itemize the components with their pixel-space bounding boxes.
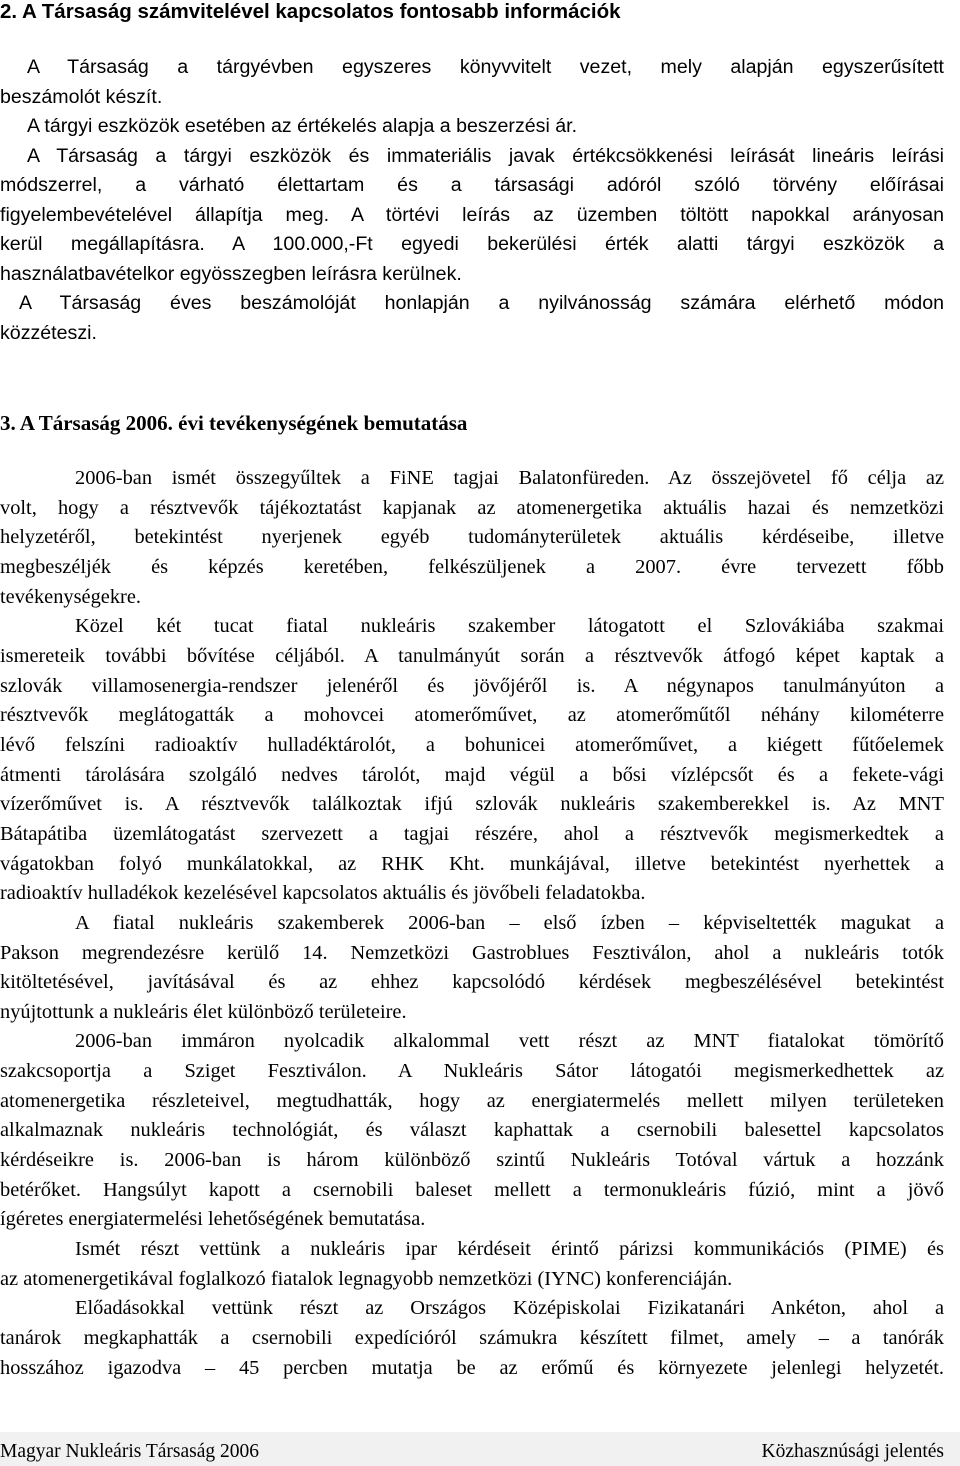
text-line: átmenti tárolására szolgáló nedves tárolót, majd végül a bősi vízlépcsőt és a fekete-vági bbox=[0, 763, 944, 786]
text-line: használatbavételkor egyösszegben leírásra kerülnek. bbox=[0, 262, 462, 285]
text-line: kerül megállapításra. A 100.000,-Ft egyedi bekerülési érték alatti tárgyi eszközök a bbox=[0, 233, 944, 255]
text-line: hosszához igazodva – 45 percben mutatja be az erőmű és környezete jelenlegi helyzetét. bbox=[0, 1356, 944, 1379]
text-line: kérdéseikre is. 2006-ban is három különböző szintű Nukleáris Totóval vártuk a hozzánk bbox=[0, 1149, 944, 1172]
section-3-body bbox=[0, 464, 944, 1383]
text-line: A Társaság a tárgyévben egyszeres könyvvitelt vezet, mely alapján egyszerűsített bbox=[27, 56, 944, 78]
text-line: figyelembevételével állapítja meg. A törtévi leírás az üzemben töltött napokkal arányosan bbox=[0, 203, 944, 226]
text-line: ígéretes energiatermelési lehetőségének bemutatása. bbox=[0, 1208, 426, 1231]
text-line: alkalmaznak nukleáris technológiát, és választ kaphattak a csernobili balesettel kapcsolatos bbox=[0, 1119, 944, 1142]
text-line: A tárgyi eszközök esetében az értékelés alapja a beszerzési ár. bbox=[27, 115, 578, 137]
text-line: volt, hogy a résztvevők tájékoztatást kapjanak az atomenergetika aktuális hazai és nemzetközi bbox=[0, 496, 944, 519]
text-line: A Társaság a tárgyi eszközök és immateriális javak értékcsökkenési leírását lineáris leírási bbox=[27, 144, 944, 167]
text-line: betérőket. Hangsúlyt kapott a csernobili baleset mellett a termonukleáris fúzió, mint a jövő bbox=[0, 1178, 944, 1201]
text-line: Pakson megrendezésre kerülő 14. Nemzetközi Gastroblues Fesztiválon, ahol a nukleáris totók bbox=[0, 941, 944, 964]
text-line: megbeszéljék és képzés keretében, felkészüljenek a 2007. évre tervezett főbb bbox=[0, 555, 944, 578]
section-2-body bbox=[0, 53, 944, 348]
text-line: vágatokban folyó munkálatokkal, az RHK Kht. munkájával, illetve betekintést nyerhettek a bbox=[0, 852, 944, 875]
text-line: szakcsoportja a Sziget Fesztiválon. A Nukleáris Sátor látogatói megismerkedhettek az bbox=[0, 1060, 944, 1083]
text-line: helyzetéről, betekintést nyerjenek egyéb tudományterületek aktuális kérdéseibe, illetve bbox=[0, 526, 944, 549]
text-line: Előadásokkal vettünk részt az Országos Középiskolai Fizikatanári Ankéton, ahol a bbox=[75, 1297, 944, 1320]
text-line: szlovák villamosenergia-rendszer jelenéről és jövőjéről is. A négynapos tanulmányúton a bbox=[0, 674, 944, 697]
text-line: nyújtottunk a nukleáris élet különböző területeire. bbox=[0, 1000, 407, 1023]
text-line: lévő felszíni radioaktív hulladéktárolót, a bohunicei atomerőművet, a kiégett fűtőelemek bbox=[0, 733, 944, 756]
footer-report-title: Közhasznúsági jelentés bbox=[761, 1441, 944, 1462]
text-line: 2006-ban immáron nyolcadik alkalommal vett részt az MNT fiatalokat tömörítő bbox=[75, 1030, 944, 1053]
text-line: A fiatal nukleáris szakemberek 2006-ban – első ízben – képviseltették magukat a bbox=[75, 911, 944, 934]
text-line: beszámolót készít. bbox=[0, 85, 163, 108]
text-line: Közel két tucat fiatal nukleáris szakember látogatott el Szlovákiába szakmai bbox=[75, 615, 944, 638]
text-line: ismereteik további bővítése céljából. A tanulmányút során a résztvevők átfogó képet kaptak a bbox=[0, 644, 944, 667]
text-line: Bátapátiba üzemlátogatást szervezett a tagjai részére, ahol a résztvevők megismerkedtek a bbox=[0, 822, 944, 845]
text-line: atomenergetika részleteivel, megtudhatták, hogy az energiatermelés mellett milyen területeken bbox=[0, 1089, 944, 1112]
text-line: az atomenergetikával foglalkozó fiatalok legnagyobb nemzetközi (IYNC) konferenciáján. bbox=[0, 1267, 733, 1290]
text-line: tanárok megkaphatták a csernobili expedícióról számukra készített filmet, amely – a tanórák bbox=[0, 1327, 944, 1350]
text-line: módszerrel, a várható élettartam és a társasági adóról szóló törvény előírásai bbox=[0, 174, 944, 196]
text-line: Ismét részt vettünk a nukleáris ipar kérdéseit érintő párizsi kommunikációs (PIME) és bbox=[75, 1238, 944, 1261]
text-line: radioaktív hulladékok kezelésével kapcsolatos aktuális és jövőbeli feladatokba. bbox=[0, 882, 646, 905]
text-line: A Társaság éves beszámolóját honlapján a nyilvánosság számára elérhető módon bbox=[19, 292, 944, 314]
text-line: vízerőművet is. A résztvevők találkoztak ifjú szlovák nukleáris szakemberekkel is. Az MNT bbox=[0, 793, 944, 816]
footer-organization: Magyar Nukleáris Társaság 2006 bbox=[0, 1441, 260, 1462]
section-3-heading: 3. A Társaság 2006. évi tevékenységének bemutatása bbox=[0, 411, 468, 435]
text-line: kitöltetésével, javításával és az ehhez kapcsolódó kérdések megbeszélésével betekintést bbox=[0, 971, 944, 994]
text-line: 2006-ban ismét összegyűltek a FiNE tagjai Balatonfüreden. Az összejövetel fő célja az bbox=[75, 467, 944, 489]
section-2-heading: 2. A Társaság számvitelével kapcsolatos fontosabb információk bbox=[0, 0, 621, 23]
text-line: tevékenységekre. bbox=[0, 585, 141, 608]
text-line: résztvevők meglátogatták a mohovcei atomerőművet, az atomerőműtől néhány kilométerre bbox=[0, 704, 944, 727]
text-line: közzéteszi. bbox=[0, 321, 97, 344]
